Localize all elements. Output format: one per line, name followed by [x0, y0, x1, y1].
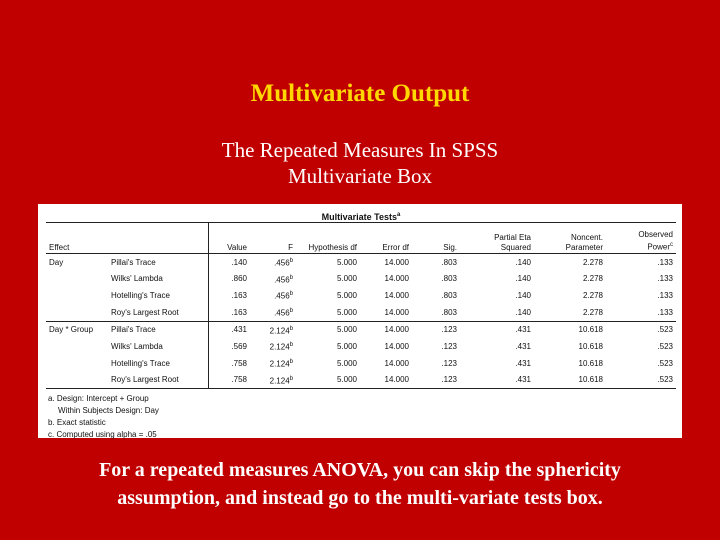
f-cell — [250, 304, 296, 321]
f-superscript: b — [289, 358, 293, 365]
header-noncent — [534, 223, 606, 254]
effect-cell: Day — [49, 257, 64, 267]
eta-cell — [460, 321, 534, 338]
sig-value: .803 — [441, 291, 457, 301]
f-superscript: b — [289, 307, 293, 314]
hyp-df-cell — [296, 321, 360, 338]
value-cell — [208, 254, 250, 271]
sig-value: .123 — [441, 358, 457, 368]
table-header-row — [46, 223, 676, 254]
hyp-df-value: 5.000 — [336, 358, 357, 368]
hyp-df-value: 5.000 — [336, 257, 357, 267]
err-df-cell — [360, 254, 412, 271]
header-power-sup: c — [670, 242, 673, 249]
f-value: .456 — [274, 308, 290, 318]
sig-value: .803 — [441, 307, 457, 317]
f-value: .456 — [274, 291, 290, 301]
hyp-df-cell — [296, 271, 360, 288]
value-cell — [208, 372, 250, 389]
f-value: 2.124 — [269, 342, 290, 352]
err-df-value: 14.000 — [384, 325, 409, 335]
effect-cell — [46, 372, 108, 389]
eta-cell — [460, 355, 534, 372]
hyp-df-cell — [296, 254, 360, 271]
header-power-l2: Power — [647, 243, 670, 252]
err-df-value: 14.000 — [384, 274, 409, 284]
subtitle-line-1: The Repeated Measures In SPSS — [221, 138, 499, 162]
hyp-df-cell — [296, 287, 360, 304]
header-value: Value — [208, 223, 250, 254]
f-value: 2.124 — [269, 376, 290, 386]
table-footnotes — [46, 393, 676, 441]
value-cell — [208, 304, 250, 321]
err-df-cell — [360, 372, 412, 389]
table-caption — [46, 208, 676, 222]
power-value: .523 — [657, 358, 673, 368]
footnote-b: b. Exact statistic — [48, 418, 106, 428]
noncent-value: 10.618 — [578, 358, 603, 368]
eta-cell — [460, 287, 534, 304]
eta-value: .140 — [515, 307, 531, 317]
f-value: .456 — [274, 258, 290, 268]
sig-cell — [412, 338, 460, 355]
noncent-cell — [534, 254, 606, 271]
header-observed-power — [606, 223, 676, 254]
f-superscript: b — [289, 258, 293, 264]
power-value: .523 — [657, 375, 673, 385]
table-row — [46, 355, 676, 372]
f-value: .456 — [274, 275, 290, 285]
header-hypothesis-df: Hypothesis df — [296, 223, 360, 254]
hyp-df-cell — [296, 355, 360, 372]
effect-cell — [46, 271, 108, 288]
effect-cell — [46, 338, 108, 355]
noncent-cell — [534, 321, 606, 338]
err-df-value: 14.000 — [384, 358, 409, 368]
hyp-df-value: 5.000 — [336, 274, 357, 284]
f-superscript: b — [289, 375, 293, 382]
statistic-cell: Hotelling's Trace — [111, 358, 170, 368]
header-partial-eta-l1: Partial Eta — [494, 233, 531, 242]
multivariate-tests-table — [46, 222, 676, 389]
value-value: .140 — [231, 257, 247, 267]
noncent-value: 10.618 — [578, 375, 603, 385]
value-cell — [208, 271, 250, 288]
power-value: .133 — [657, 291, 673, 301]
statistic-cell: Pillai's Trace — [111, 325, 156, 335]
noncent-cell — [534, 355, 606, 372]
noncent-cell — [534, 338, 606, 355]
err-df-value: 14.000 — [384, 375, 409, 385]
hyp-df-cell — [296, 338, 360, 355]
value-value: .163 — [231, 307, 247, 317]
slide-subtitle — [0, 137, 720, 189]
power-value: .133 — [657, 274, 673, 284]
effect-cell — [46, 355, 108, 372]
statistic-cell: Pillai's Trace — [111, 257, 156, 267]
f-cell — [250, 287, 296, 304]
f-cell — [250, 254, 296, 271]
value-cell — [208, 338, 250, 355]
power-value: .523 — [657, 325, 673, 335]
eta-cell — [460, 254, 534, 271]
value-value: .569 — [231, 342, 247, 352]
subtitle-line-2: Multivariate Box — [287, 164, 433, 188]
value-value: .758 — [231, 358, 247, 368]
header-effect: Effect — [46, 223, 208, 254]
noncent-cell — [534, 304, 606, 321]
hyp-df-value: 5.000 — [336, 375, 357, 385]
err-df-cell — [360, 287, 412, 304]
f-cell — [250, 355, 296, 372]
noncent-value: 2.278 — [582, 274, 603, 284]
noncent-cell — [534, 372, 606, 389]
err-df-value: 14.000 — [384, 291, 409, 301]
noncent-value: 2.278 — [582, 307, 603, 317]
noncent-value: 2.278 — [582, 257, 603, 267]
hyp-df-value: 5.000 — [336, 325, 357, 335]
header-noncent-l1: Noncent. — [570, 233, 603, 242]
f-cell — [250, 321, 296, 338]
sig-value: .123 — [441, 375, 457, 385]
table-row — [46, 321, 676, 338]
f-superscript: b — [289, 274, 293, 281]
effect-cell: Day * Group — [49, 325, 94, 335]
table-caption-text: Multivariate Tests — [321, 212, 397, 222]
err-df-cell — [360, 338, 412, 355]
sig-cell — [412, 287, 460, 304]
eta-value: .140 — [515, 291, 531, 301]
table-row — [46, 338, 676, 355]
f-value: 2.124 — [269, 359, 290, 369]
sig-cell — [412, 372, 460, 389]
sig-value: .123 — [441, 342, 457, 352]
eta-value: .140 — [515, 257, 531, 267]
statistic-cell: Wilks' Lambda — [111, 342, 163, 352]
eta-value: .431 — [515, 342, 531, 352]
hyp-df-cell — [296, 372, 360, 389]
statistic-cell: Roy's Largest Root — [108, 372, 208, 389]
power-cell — [606, 287, 676, 304]
footnote-a-line2: Within Subjects Design: Day — [58, 406, 159, 416]
err-df-cell — [360, 355, 412, 372]
power-cell — [606, 271, 676, 288]
header-power-l1: Observed — [638, 230, 673, 240]
table-row — [46, 287, 676, 304]
hyp-df-value: 5.000 — [336, 342, 357, 352]
sig-cell — [412, 254, 460, 271]
value-value: .163 — [231, 291, 247, 301]
slide-title: Multivariate Output — [250, 80, 470, 107]
table-row — [46, 372, 676, 389]
eta-value: .431 — [515, 375, 531, 385]
f-cell — [250, 372, 296, 389]
effect-cell — [46, 287, 108, 304]
power-cell — [606, 355, 676, 372]
noncent-value: 10.618 — [578, 342, 603, 352]
statistic-cell: Hotelling's Trace — [111, 291, 170, 301]
footnote-c: c. Computed using alpha = .05 — [48, 430, 157, 440]
value-cell — [208, 287, 250, 304]
sig-cell — [412, 304, 460, 321]
f-superscript: b — [289, 291, 293, 298]
noncent-value: 10.618 — [578, 325, 603, 335]
f-superscript: b — [289, 325, 293, 332]
eta-cell — [460, 271, 534, 288]
eta-value: .431 — [515, 358, 531, 368]
eta-value: .140 — [515, 274, 531, 284]
power-cell — [606, 321, 676, 338]
err-df-value: 14.000 — [384, 257, 409, 267]
err-df-value: 14.000 — [384, 342, 409, 352]
sig-cell — [412, 271, 460, 288]
f-value: 2.124 — [269, 326, 290, 336]
value-value: .860 — [231, 274, 247, 284]
power-cell — [606, 304, 676, 321]
noncent-cell — [534, 271, 606, 288]
sig-value: .803 — [441, 257, 457, 267]
header-error-df: Error df — [360, 223, 412, 254]
multivariate-tests-table-block — [46, 208, 676, 441]
eta-value: .431 — [515, 325, 531, 335]
header-f: F — [250, 223, 296, 254]
noncent-cell — [534, 287, 606, 304]
sig-value: .123 — [441, 325, 457, 335]
table-row — [46, 304, 676, 321]
header-partial-eta-l2: Squared — [500, 243, 531, 252]
sig-cell — [412, 355, 460, 372]
statistic-cell: Wilks' Lambda — [111, 274, 163, 284]
eta-cell — [460, 372, 534, 389]
sig-cell — [412, 321, 460, 338]
noncent-value: 2.278 — [582, 291, 603, 301]
eta-cell — [460, 304, 534, 321]
err-df-value: 14.000 — [384, 307, 409, 317]
effect-cell — [46, 304, 108, 321]
header-noncent-l2: Parameter — [565, 243, 603, 252]
table-row — [46, 271, 676, 288]
table-row — [46, 254, 676, 271]
body-line-2: assumption, and instead go to the multi-variate tests box. — [117, 487, 603, 509]
value-cell — [208, 321, 250, 338]
value-value: .431 — [231, 325, 247, 335]
value-value: .758 — [231, 375, 247, 385]
hyp-df-cell — [296, 304, 360, 321]
table-body — [46, 254, 676, 389]
spss-output-panel — [38, 204, 682, 438]
hyp-df-value: 5.000 — [336, 291, 357, 301]
power-value: .523 — [657, 342, 673, 352]
err-df-cell — [360, 321, 412, 338]
footnote-a: a. Design: Intercept + Group — [48, 394, 149, 404]
hyp-df-value: 5.000 — [336, 307, 357, 317]
eta-cell — [460, 338, 534, 355]
statistic-cell: Roy's Largest Root — [108, 304, 208, 321]
header-sig: Sig. — [412, 223, 460, 254]
power-value: .133 — [657, 307, 673, 317]
power-cell — [606, 372, 676, 389]
f-superscript: b — [289, 342, 293, 349]
err-df-cell — [360, 271, 412, 288]
f-cell — [250, 338, 296, 355]
power-cell — [606, 338, 676, 355]
f-cell — [250, 271, 296, 288]
header-partial-eta — [460, 223, 534, 254]
slide-body-text — [0, 456, 720, 512]
body-line-1: For a repeated measures ANOVA, you can skip the sphericity — [99, 459, 621, 481]
err-df-cell — [360, 304, 412, 321]
sig-value: .803 — [441, 274, 457, 284]
power-value: .133 — [657, 257, 673, 267]
table-caption-sup: a — [397, 212, 401, 218]
value-cell — [208, 355, 250, 372]
power-cell — [606, 254, 676, 271]
